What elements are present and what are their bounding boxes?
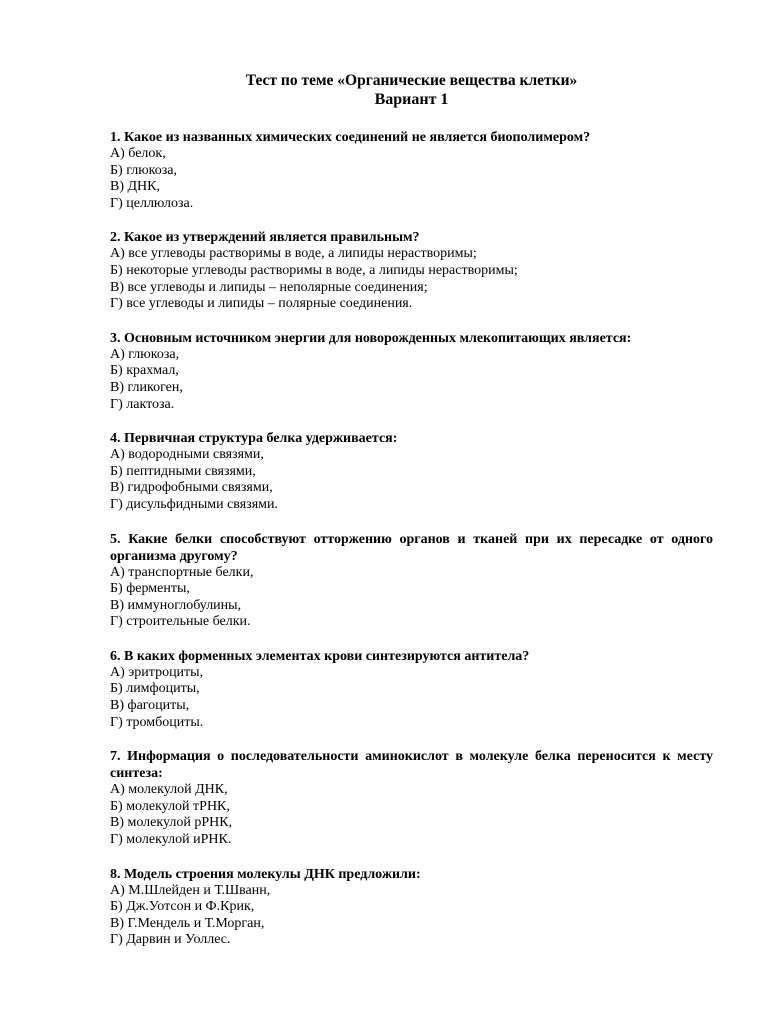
answer-option-a: А) водородными связями,: [110, 447, 264, 463]
question-text: [110, 129, 713, 146]
question-1: [110, 129, 713, 212]
question-text: [110, 866, 713, 883]
answer-option-c: В) все углеводы и липиды – неполярные соединения;: [110, 279, 428, 295]
question-body: Основным источником энергии для новорожденных млекопитающих является:: [124, 330, 632, 346]
question-5: [110, 531, 713, 631]
question-number: 2.: [110, 230, 121, 246]
question-number: 4.: [110, 431, 121, 447]
question-number: 8.: [110, 866, 121, 882]
answer-option-d: Г) Дарвин и Уоллес.: [110, 932, 231, 948]
answer-option-b: Б) молекулой тРНК,: [110, 798, 230, 814]
answer-option-c: В) ДНК,: [110, 179, 160, 195]
answer-option-a: А) М.Шлейден и Т.Шванн,: [110, 882, 271, 898]
answer-option-b: Б) глюкоза,: [110, 162, 178, 178]
question-text: [110, 430, 713, 447]
question-number: 5.: [110, 531, 121, 547]
answer-option-a: А) эритроциты,: [110, 664, 204, 680]
answer-option-d: Г) дисульфидными связями.: [110, 496, 278, 512]
answer-option-b: Б) ферменты,: [110, 581, 190, 597]
question-number: 1.: [110, 130, 121, 145]
document-page: [110, 72, 713, 966]
answer-option-d: Г) молекулой иРНК.: [110, 832, 232, 848]
question-body: Первичная структура белка удерживается:: [124, 431, 398, 447]
question-text: [110, 748, 713, 782]
question-text: [110, 330, 713, 347]
question-3: [110, 330, 713, 413]
question-8: [110, 866, 713, 949]
answer-option-d: Г) строительные белки.: [110, 614, 251, 630]
answer-option-c: В) гидрофобными связями,: [110, 480, 273, 496]
answer-option-b: Б) некоторые углеводы растворимы в воде, а липиды нерастворимы;: [110, 262, 518, 278]
question-body: Какое из названных химических соединений не является биополимером?: [124, 130, 591, 145]
question-text: [110, 229, 713, 246]
answer-option-a: А) молекулой ДНК,: [110, 782, 228, 798]
answer-option-c: В) молекулой рРНК,: [110, 815, 233, 831]
question-number: 6.: [110, 648, 121, 664]
answer-option-c: В) гликоген,: [110, 379, 183, 395]
question-number: 7.: [110, 749, 121, 765]
question-body: Модель строения молекулы ДНК предложили:: [124, 866, 421, 882]
question-body: Какие белки способствуют отторжению органов и тканей при их пересадке от одного организма другому?: [110, 531, 714, 564]
answer-option-a: А) белок,: [110, 146, 166, 161]
question-list: [110, 129, 713, 949]
document-title: [110, 72, 713, 109]
answer-option-d: Г) целлюлоза.: [110, 195, 194, 211]
answer-option-c: В) фагоциты,: [110, 698, 190, 714]
question-body: В каких форменных элементах крови синтезируются антитела?: [124, 648, 530, 664]
answer-option-a: А) глюкоза,: [110, 346, 180, 362]
question-body: Информация о последовательности аминокислот в молекуле белка переносится к месту синтеза:: [110, 749, 714, 782]
answer-option-c: В) иммуноглобулины,: [110, 597, 242, 613]
answer-option-b: Б) лимфоциты,: [110, 681, 200, 697]
answer-option-d: Г) тромбоциты.: [110, 714, 204, 730]
answer-option-a: А) все углеводы растворимы в воде, а липиды нерастворимы;: [110, 246, 477, 262]
answer-option-b: Б) Дж.Уотсон и Ф.Крик,: [110, 899, 255, 915]
answer-option-a: А) транспортные белки,: [110, 564, 254, 580]
question-4: [110, 430, 713, 513]
answer-option-d: Г) все углеводы и липиды – полярные соединения.: [110, 296, 413, 312]
question-2: [110, 229, 713, 312]
question-text: [110, 648, 713, 665]
answer-option-d: Г) лактоза.: [110, 396, 175, 412]
question-6: [110, 648, 713, 731]
question-body: Какое из утверждений является правильным?: [124, 230, 420, 246]
answer-option-c: В) Г.Мендель и Т.Морган,: [110, 915, 265, 931]
answer-option-b: Б) пептидными связями,: [110, 463, 256, 479]
test-title: Тест по теме «Органические вещества клетки»: [245, 72, 578, 89]
question-7: [110, 748, 713, 848]
question-number: 3.: [110, 330, 121, 346]
answer-option-b: Б) крахмал,: [110, 363, 179, 379]
variant-label: Вариант 1: [374, 91, 449, 108]
question-text: [110, 531, 713, 565]
